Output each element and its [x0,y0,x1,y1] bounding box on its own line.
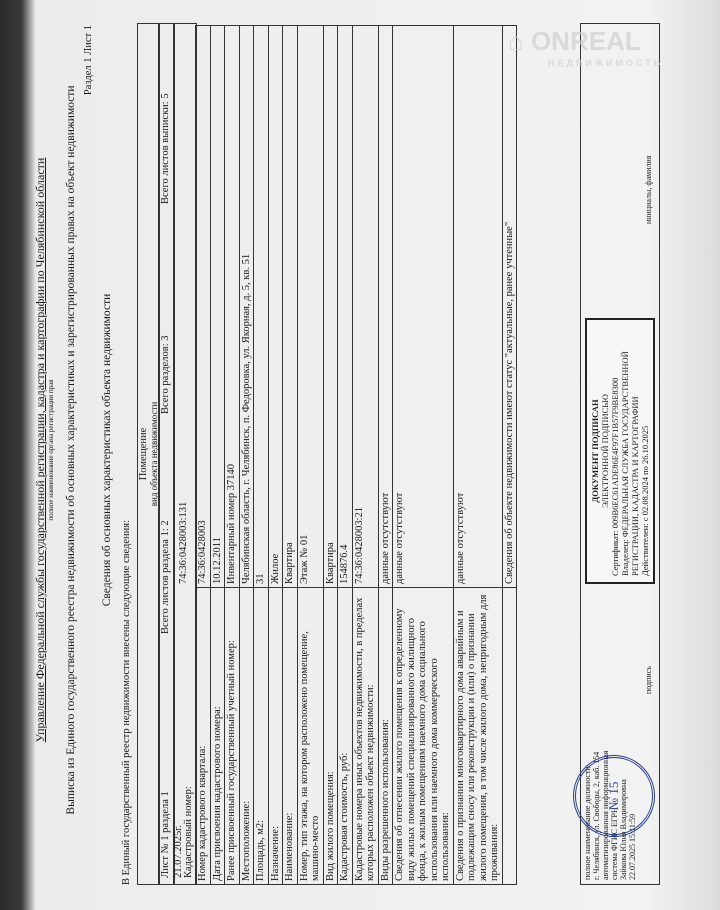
onreal-logo [508,26,641,57]
row-value: Квартира [283,26,298,588]
row-label: Кадастровые номера иных объектов недвижимости, в пределах которых расположен объект недвижимости: [352,588,378,885]
row-value: 31 [254,26,269,588]
issuer-system: автоматизированная информационная система ФГИС ЕГРН [601,750,619,880]
row-value: Инвентарный номер 37140 [225,26,240,588]
row-value: данные отсутствуют [378,26,393,588]
e-signature-subtitle: ЭЛЕКТРОННОЙ ПОДПИСЬЮ [600,394,610,508]
row-value: 154876.4 [338,26,353,588]
issuer-address: г. Челябинск, ул. Свободы, 2, каб. 154 [592,751,601,880]
table-row [502,26,517,885]
cadastral-band [173,23,197,885]
sections-total: Всего разделов: 3 [160,335,171,414]
row-label: Дата присвоения кадастрового номера: [210,588,225,885]
table-row [225,26,240,885]
table-row [283,26,298,885]
row-label: Назначение: [268,588,283,885]
authority-name: Управление Федеральной службы государственной регистрации, кадастра и картографии по Челябинской области [33,157,47,743]
object-type: Помещение [138,427,149,481]
issuer-name: Зайкова Юлия Владимировна [619,779,628,880]
table-row [210,26,225,885]
watermark-brand: ONREAL [530,26,641,56]
row-label: Вид жилого помещения: [323,588,338,885]
document-subtitle: Сведения об основных характеристиках объекта недвижимости [101,293,113,607]
authority-caption: полное наименование органа регистрации прав [47,379,55,521]
issuer-datetime: 22.07.2025 15:11:59 [628,813,637,880]
sheets-total: Всего листов выписки: 5 [160,93,171,204]
row-value: 74:36:0428003 [196,26,211,588]
e-signature-owner: Владелец: ФЕДЕРАЛЬНАЯ СЛУЖБА ГОСУДАРСТВЕННОЙ РЕГИСТРАЦИИ, КАДАСТРА И КАРТОГРАФИИ [620,351,640,576]
extract-document [25,15,665,885]
row-label: Наименование: [283,588,298,885]
table-row [393,26,454,885]
seal-stamp [573,755,655,837]
row-value: данные отсутствуют [393,26,454,588]
row-value: Жилое [268,26,283,588]
table-row [239,26,254,885]
signature-caption: подпись [644,666,653,694]
row-label: Площадь, м2: [254,588,269,885]
row-value: 74:36:0428003:21 [352,26,378,588]
characteristics-table [195,25,517,885]
row-value: Этаж № 01 [297,26,323,588]
official-post: полное наименование должности [583,766,592,880]
stamp-number: № 15 [606,781,621,811]
table-row [196,26,211,885]
row-label: Номер, тип этажа, на котором расположено помещение, машино-место [297,588,323,885]
table-row [378,26,393,885]
cadastral-number: 74:36:0428003:131 [178,501,189,584]
e-signature-box [585,318,655,584]
initials-caption: инициалы, фамилия [644,155,653,224]
table-row [453,26,502,885]
row-value: Квартира [323,26,338,588]
sheets-in-section: Всего листов раздела 1: 2 [160,520,171,634]
table-row [297,26,323,885]
table-row [323,26,338,885]
table-row [254,26,269,885]
document-title: Выписка из Единого государственного реестра недвижимости об основных характеристиках и зарегистрированных правах на объект недвижимости [65,85,77,815]
object-type-caption: вид объекта недвижимости [149,401,159,507]
e-signature-validity: Действителен: с 02.08.2024 по 26.10.2025 [640,425,650,576]
row-label: Номер кадастрового квартала: [196,588,211,885]
row-value: 10.12.2011 [210,26,225,588]
row-value: данные отсутствуют [453,26,502,588]
row-label: Местоположение: [239,588,254,885]
row-label: Сведения о признании многоквартирного дома аварийным и подлежащим сносу или реконструкции и (или) о признании жилого помещения, в том числе жилого дома, непригодным для проживания: [453,588,502,885]
object-type-band [137,23,159,885]
table-row [352,26,378,885]
watermark-tagline: НЕДВИЖИМОСТЬ [548,58,664,68]
e-signature-certificate: Сертификат: 009B6EC61ADE86E4F97F1B57F9BE8300 [610,377,620,576]
row-label: Сведения об отнесении жилого помещения к определенному виду жилых помещений специализированного жилищного фонда, к жилым помещениям наемного дома социального использования или наемного дома коммерческого использования: [393,588,454,885]
cadastral-label: Кадастровый номер: [183,786,194,878]
row-label [502,588,517,885]
sheet-number: Лист № 1 раздела 1 [160,791,171,878]
intro-text: В Единый государственный реестр недвижимости внесены следующие сведения: [121,519,132,885]
table-row [268,26,283,885]
house-icon: ⌂ [508,26,524,56]
row-label: Виды разрешенного использования: [378,588,393,885]
e-signature-title: ДОКУМЕНТ ПОДПИСАН [590,399,600,503]
row-label: Ранее присвоенный государственный учетный номер: [225,588,240,885]
extract-date: 21.07.2025г. [173,825,184,878]
row-value: Челябинская область, г. Челябинск, п. Федоровка, ул. Якорная, д. 5, кв. 51 [239,26,254,588]
table-row [338,26,353,885]
row-label: Кадастровая стоимость, руб: [338,588,353,885]
section-label: Раздел 1 Лист 1 [83,25,94,96]
row-value: Сведения об объекте недвижимости имеют статус "актуальные, ранее учтенные" [502,26,517,588]
